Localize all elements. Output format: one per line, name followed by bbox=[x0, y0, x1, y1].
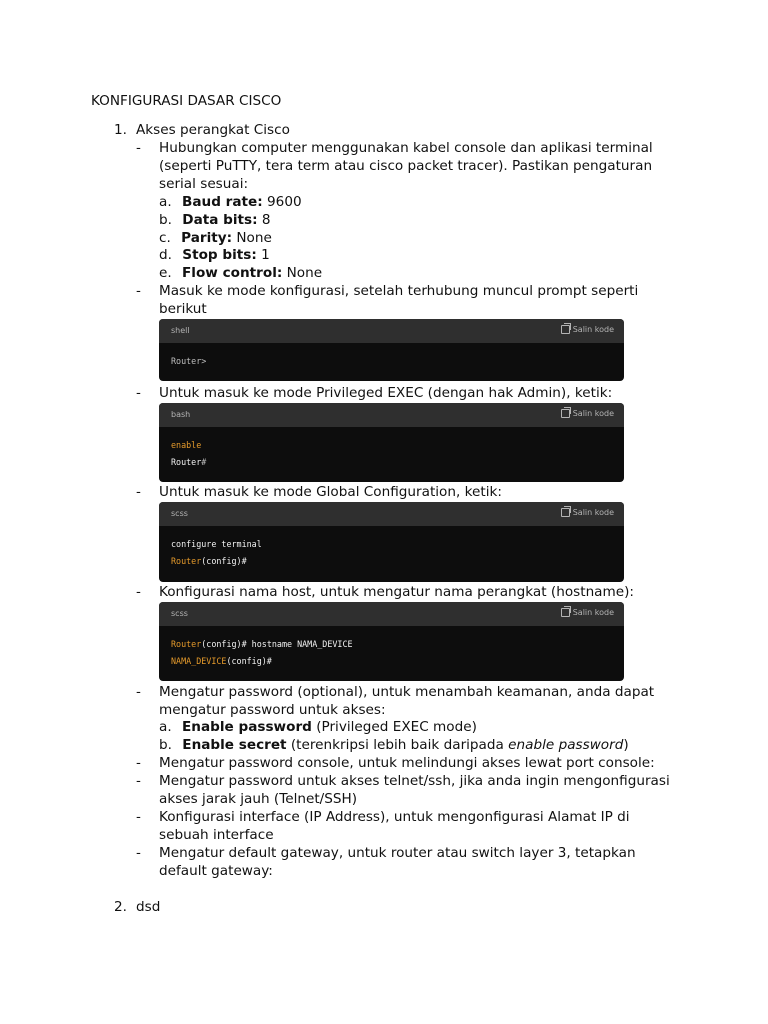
copy-code-button[interactable] bbox=[561, 409, 614, 418]
bullet-8-line-2: akses jarak jauh (Telnet/SSH) bbox=[159, 791, 358, 807]
document-title: KONFIGURASI DASAR CISCO bbox=[91, 93, 282, 109]
code-content bbox=[159, 526, 624, 580]
setting-value: None bbox=[232, 230, 272, 246]
bullet-1-line-3: serial sesuai: bbox=[159, 176, 249, 192]
bullet-dash: - bbox=[136, 845, 141, 861]
setting-parity bbox=[159, 229, 272, 247]
bullet-6-line-1: Mengatur password (optional), untuk menambah keamanan, anda dapat bbox=[159, 684, 655, 700]
copy-icon bbox=[561, 608, 570, 617]
code-line: Router> bbox=[171, 356, 207, 366]
bullet-2-line-2: berikut bbox=[159, 301, 207, 317]
bullet-5-line-1: Konfigurasi nama host, untuk mengatur nama perangkat (hostname): bbox=[159, 584, 634, 600]
copy-label: Salin kode bbox=[572, 608, 614, 617]
code-block-hostname bbox=[159, 602, 624, 681]
code-content bbox=[159, 626, 624, 680]
code-header bbox=[159, 403, 624, 427]
code-language-label: shell bbox=[171, 326, 190, 335]
setting-baud-rate bbox=[159, 193, 302, 211]
code-token: Router bbox=[171, 639, 202, 649]
list-marker: b. bbox=[159, 212, 172, 228]
copy-code-button[interactable] bbox=[561, 608, 614, 617]
code-header bbox=[159, 502, 624, 526]
code-token: NAMA_DEVICE bbox=[171, 656, 227, 666]
code-token: Router bbox=[171, 556, 202, 566]
bullet-9-line-1: Konfigurasi interface (IP Address), untuk mengonfigurasi Alamat IP di bbox=[159, 809, 630, 825]
bullet-dash: - bbox=[136, 755, 141, 771]
code-token: (config)# bbox=[226, 656, 272, 666]
code-token: (config)# hostname NAMA_DEVICE bbox=[201, 639, 353, 649]
bullet-7-line-1: Mengatur password console, untuk melindungi akses lewat port console: bbox=[159, 755, 655, 771]
copy-icon bbox=[561, 508, 570, 517]
option-description-end: ) bbox=[623, 737, 629, 753]
bullet-9-line-2: sebuah interface bbox=[159, 827, 274, 843]
code-line bbox=[171, 653, 612, 670]
bullet-6-line-2: mengatur password untuk akses: bbox=[159, 702, 386, 718]
setting-value: 8 bbox=[257, 212, 271, 228]
code-line: enable bbox=[171, 440, 202, 450]
code-language-label: bash bbox=[171, 410, 191, 419]
code-token: Router bbox=[171, 457, 202, 467]
copy-code-button[interactable] bbox=[561, 325, 614, 334]
list-marker: b. bbox=[159, 737, 172, 753]
copy-label: Salin kode bbox=[572, 508, 614, 517]
code-content bbox=[159, 427, 624, 481]
section-2-heading: dsd bbox=[136, 899, 161, 915]
code-line bbox=[171, 636, 612, 653]
code-block-bash bbox=[159, 403, 624, 482]
bullet-dash: - bbox=[136, 283, 141, 299]
list-marker: d. bbox=[159, 247, 172, 263]
option-description: (terenkripsi lebih baik daripada bbox=[286, 737, 509, 753]
bullet-4-line-1: Untuk masuk ke mode Global Configuration, ketik: bbox=[159, 484, 502, 500]
bullet-1-line-1: Hubungkan computer menggunakan kabel console dan aplikasi terminal bbox=[159, 140, 653, 156]
copy-icon bbox=[561, 325, 570, 334]
password-option-enable bbox=[159, 718, 477, 736]
setting-flow-control bbox=[159, 264, 322, 282]
list-marker: c. bbox=[159, 230, 171, 246]
code-language-label: scss bbox=[171, 509, 188, 518]
bullet-dash: - bbox=[136, 385, 141, 401]
code-content bbox=[159, 343, 624, 380]
option-description: (Privileged EXEC mode) bbox=[311, 719, 477, 735]
setting-label: Parity: bbox=[181, 230, 233, 246]
setting-data-bits bbox=[159, 211, 271, 229]
option-label: Enable secret bbox=[182, 737, 287, 753]
setting-label: Stop bits: bbox=[182, 247, 257, 263]
code-line bbox=[171, 553, 612, 570]
setting-stop-bits bbox=[159, 246, 270, 264]
password-option-secret bbox=[159, 736, 629, 754]
bullet-1-line-2: (seperti PuTTY, tera term atau cisco packet tracer). Pastikan pengaturan bbox=[159, 158, 653, 174]
list-marker: a. bbox=[159, 719, 172, 735]
list-marker: a. bbox=[159, 194, 172, 210]
code-token: (config)# bbox=[201, 556, 247, 566]
bullet-dash: - bbox=[136, 773, 141, 789]
bullet-3-line-1: Untuk masuk ke mode Privileged EXEC (dengan hak Admin), ketik: bbox=[159, 385, 613, 401]
code-block-shell bbox=[159, 319, 624, 381]
code-line bbox=[171, 454, 612, 471]
option-emphasis: enable password bbox=[508, 737, 624, 753]
bullet-dash: - bbox=[136, 584, 141, 600]
setting-label: Data bits: bbox=[182, 212, 258, 228]
code-language-label: scss bbox=[171, 609, 188, 618]
setting-value: 9600 bbox=[262, 194, 302, 210]
bullet-2-line-1: Masuk ke mode konfigurasi, setelah terhubung muncul prompt seperti bbox=[159, 283, 639, 299]
code-line: configure terminal bbox=[171, 539, 262, 549]
section-2-number: 2. bbox=[114, 899, 127, 915]
code-header bbox=[159, 319, 624, 343]
bullet-10-line-2: default gateway: bbox=[159, 863, 273, 879]
section-1-number: 1. bbox=[114, 122, 127, 138]
code-token: # bbox=[201, 457, 207, 467]
bullet-dash: - bbox=[136, 684, 141, 700]
copy-label: Salin kode bbox=[572, 409, 614, 418]
setting-value: 1 bbox=[256, 247, 270, 263]
bullet-dash: - bbox=[136, 140, 141, 156]
copy-code-button[interactable] bbox=[561, 508, 614, 517]
bullet-10-line-1: Mengatur default gateway, untuk router atau switch layer 3, tetapkan bbox=[159, 845, 636, 861]
bullet-dash: - bbox=[136, 809, 141, 825]
bullet-8-line-1: Mengatur password untuk akses telnet/ssh, jika anda ingin mengonfigurasi bbox=[159, 773, 670, 789]
section-1-heading: Akses perangkat Cisco bbox=[136, 122, 290, 138]
setting-label: Flow control: bbox=[182, 265, 283, 281]
option-label: Enable password bbox=[181, 719, 312, 735]
setting-label: Baud rate: bbox=[181, 194, 263, 210]
code-header bbox=[159, 602, 624, 626]
list-marker: e. bbox=[159, 265, 172, 281]
copy-label: Salin kode bbox=[572, 325, 614, 334]
copy-icon bbox=[561, 409, 570, 418]
bullet-dash: - bbox=[136, 484, 141, 500]
code-block-global-config bbox=[159, 502, 624, 582]
setting-value: None bbox=[282, 265, 323, 281]
